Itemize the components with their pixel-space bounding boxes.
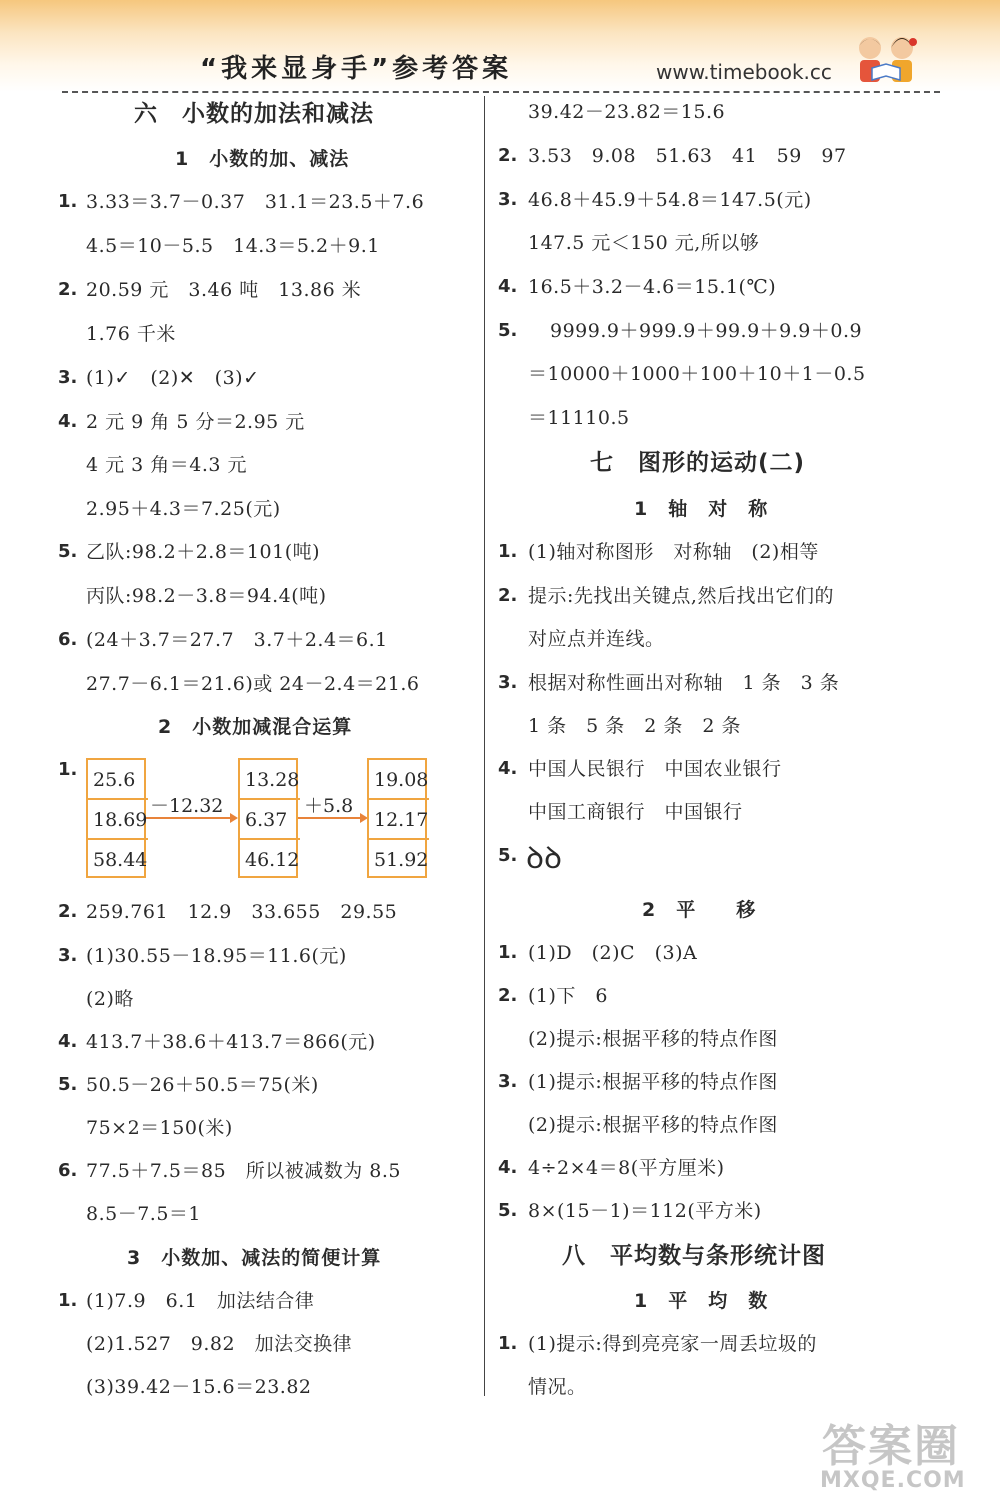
question-number: 4. [498,1157,518,1178]
arrow-icon [298,810,368,826]
question-number: 1. [58,1290,78,1311]
question-number: 5. [498,845,518,866]
answer-line: 27.7－6.1＝21.6)或 24－2.4＝21.6 [86,673,420,695]
answer-line: 50.5－26＋50.5＝75(米) [86,1074,319,1096]
answer-line: 乙队:98.2＋2.8＝101(吨) [86,541,321,563]
unit-6-title: 六 小数的加法和减法 [134,101,374,127]
box-cell: 51.92 [374,849,429,871]
answer-line: 情况。 [528,1376,587,1398]
answer-line: 259.761 12.9 33.655 29.55 [86,901,398,923]
answer-line: 75×2＝150(米) [86,1117,233,1139]
answer-line: (1)下 6 [528,985,609,1007]
answer-line: (2)提示:根据平移的特点作图 [528,1114,778,1136]
question-number: 3. [58,367,78,388]
answer-line: (1)30.55－18.95＝11.6(元) [86,945,347,967]
answer-line: (1)提示:得到亮亮家一周丢垃圾的 [528,1333,817,1355]
question-number: 4. [58,1031,78,1052]
answer-line: 20.59 元 3.46 吨 13.86 米 [86,279,362,301]
answer-line: (2)略 [86,988,134,1010]
answer-line: 对应点并连线。 [528,628,665,650]
answer-line: 中国人民银行 中国农业银行 [528,758,782,780]
column-divider [484,96,485,1396]
section-2-title: 2 小数加减混合运算 [158,716,353,738]
question-number: 4. [498,276,518,297]
box-cell: 19.08 [369,760,429,800]
box-cell: 6.37 [240,800,300,840]
answer-line: (1)轴对称图形 对称轴 (2)相等 [528,541,819,563]
question-number: 6. [58,629,78,650]
question-number: 2. [498,985,518,1006]
answer-line: 4.5＝10－5.5 14.3＝5.2＋9.1 [86,235,380,257]
answer-line: 3.53 9.08 51.63 41 59 97 [528,145,847,167]
question-number: 5. [498,320,518,341]
box-cell: 18.69 [88,800,148,840]
box-cell: 58.44 [93,849,148,871]
question-number: 2. [58,279,78,300]
section-1-title: 1 轴 对 称 [634,498,769,520]
watermark-text: 答案圈 [822,1421,960,1472]
answer-line: 3.33＝3.7－0.37 31.1＝23.5＋7.6 [86,191,425,213]
box-cell: 25.6 [88,760,148,800]
question-number: 5. [498,1200,518,1221]
answer-line: 147.5 元＜150 元,所以够 [528,232,760,254]
answer-line: 提示:先找出关键点,然后找出它们的 [528,585,834,607]
header-url: www.timebook.cc [656,60,832,84]
operation-label: －12.32 [150,795,224,817]
answer-line: 46.8＋45.9＋54.8＝147.5(元) [528,189,812,211]
question-number: 2. [498,145,518,166]
question-number: 5. [58,541,78,562]
site-watermark [820,1410,990,1495]
number-box-column [86,758,146,878]
answer-line: (1)提示:根据平移的特点作图 [528,1071,778,1093]
number-box-column [238,758,298,878]
question-number: 1. [498,541,518,562]
question-number: 1. [58,191,78,212]
answer-line: 8.5－7.5＝1 [86,1203,202,1225]
header-divider [62,91,940,93]
question-number: 3. [498,189,518,210]
unit-7-title: 七 图形的运动(二) [590,450,806,476]
operation-label: ＋5.8 [304,795,354,817]
section-2-title: 2 平 移 [642,899,757,921]
answer-line: 77.5＋7.5＝85 所以被减数为 8.5 [86,1160,401,1182]
answer-line: 中国工商银行 中国银行 [528,801,743,823]
header-title: “我来显身手”参考答案 [200,54,513,84]
answer-line: 根据对称性画出对称轴 1 条 3 条 [528,672,840,694]
answer-line: 16.5＋3.2－4.6＝15.1(℃) [528,276,777,298]
answer-line: ＝10000＋1000＋100＋10＋1－0.5 [528,363,866,385]
answer-line: 丙队:98.2－3.8＝94.4(吨) [86,585,327,607]
question-number: 4. [58,411,78,432]
question-number: 4. [498,758,518,779]
section-3-title: 3 小数加、减法的简便计算 [127,1247,382,1269]
question-number: 1. [58,759,78,780]
answer-line: 413.7＋38.6＋413.7＝866(元) [86,1031,376,1053]
answer-line: 1 条 5 条 2 条 2 条 [528,715,742,737]
question-number: 3. [498,1071,518,1092]
question-number: 3. [498,672,518,693]
answer-line: 39.42－23.82＝15.6 [528,101,726,123]
answer-line: (2)1.527 9.82 加法交换律 [86,1333,353,1355]
question-number: 2. [58,901,78,922]
question-number: 2. [498,585,518,606]
answer-line: 4÷2×4＝8(平方厘米) [528,1157,725,1179]
answer-line: (1)D (2)C (3)A [528,942,698,964]
question-number: 6. [58,1160,78,1181]
question-number: 5. [58,1074,78,1095]
question-number: 1. [498,1333,518,1354]
answer-line: (2)提示:根据平移的特点作图 [528,1028,778,1050]
answer-line: 9999.9＋999.9＋99.9＋9.9＋0.9 [550,320,863,342]
answer-line: (1)✓ (2)✕ (3)✓ [86,367,260,389]
kids-reading-illustration [850,30,926,88]
question-number: 1. [498,942,518,963]
answer-line: 2.95＋4.3＝7.25(元) [86,498,281,520]
unit-8-title: 八 平均数与条形统计图 [562,1243,826,1269]
answer-line: 1.76 千米 [86,323,176,345]
answer-line: (24＋3.7＝27.7 3.7＋2.4＝6.1 [86,629,388,651]
section-1-title: 1 平 均 数 [634,1290,769,1312]
arrow-icon [146,810,238,826]
box-cell: 12.17 [369,800,429,840]
answer-line: (3)39.42－15.6＝23.82 [86,1376,312,1398]
answer-line: ＝11110.5 [528,407,630,429]
symmetric-figure-icon: ꝺꝺ [526,841,562,876]
answer-line: (1)7.9 6.1 加法结合律 [86,1290,315,1312]
watermark-url: MXQE.COM [820,1468,966,1493]
section-1-title: 1 小数的加、减法 [175,148,350,170]
answer-line: 2 元 9 角 5 分＝2.95 元 [86,411,305,433]
box-cell: 13.28 [240,760,300,800]
question-number: 3. [58,945,78,966]
answer-line: 4 元 3 角＝4.3 元 [86,454,248,476]
box-cell: 46.12 [245,849,300,871]
number-box-column [367,758,427,878]
answer-line: 8×(15－1)＝112(平方米) [528,1200,762,1222]
